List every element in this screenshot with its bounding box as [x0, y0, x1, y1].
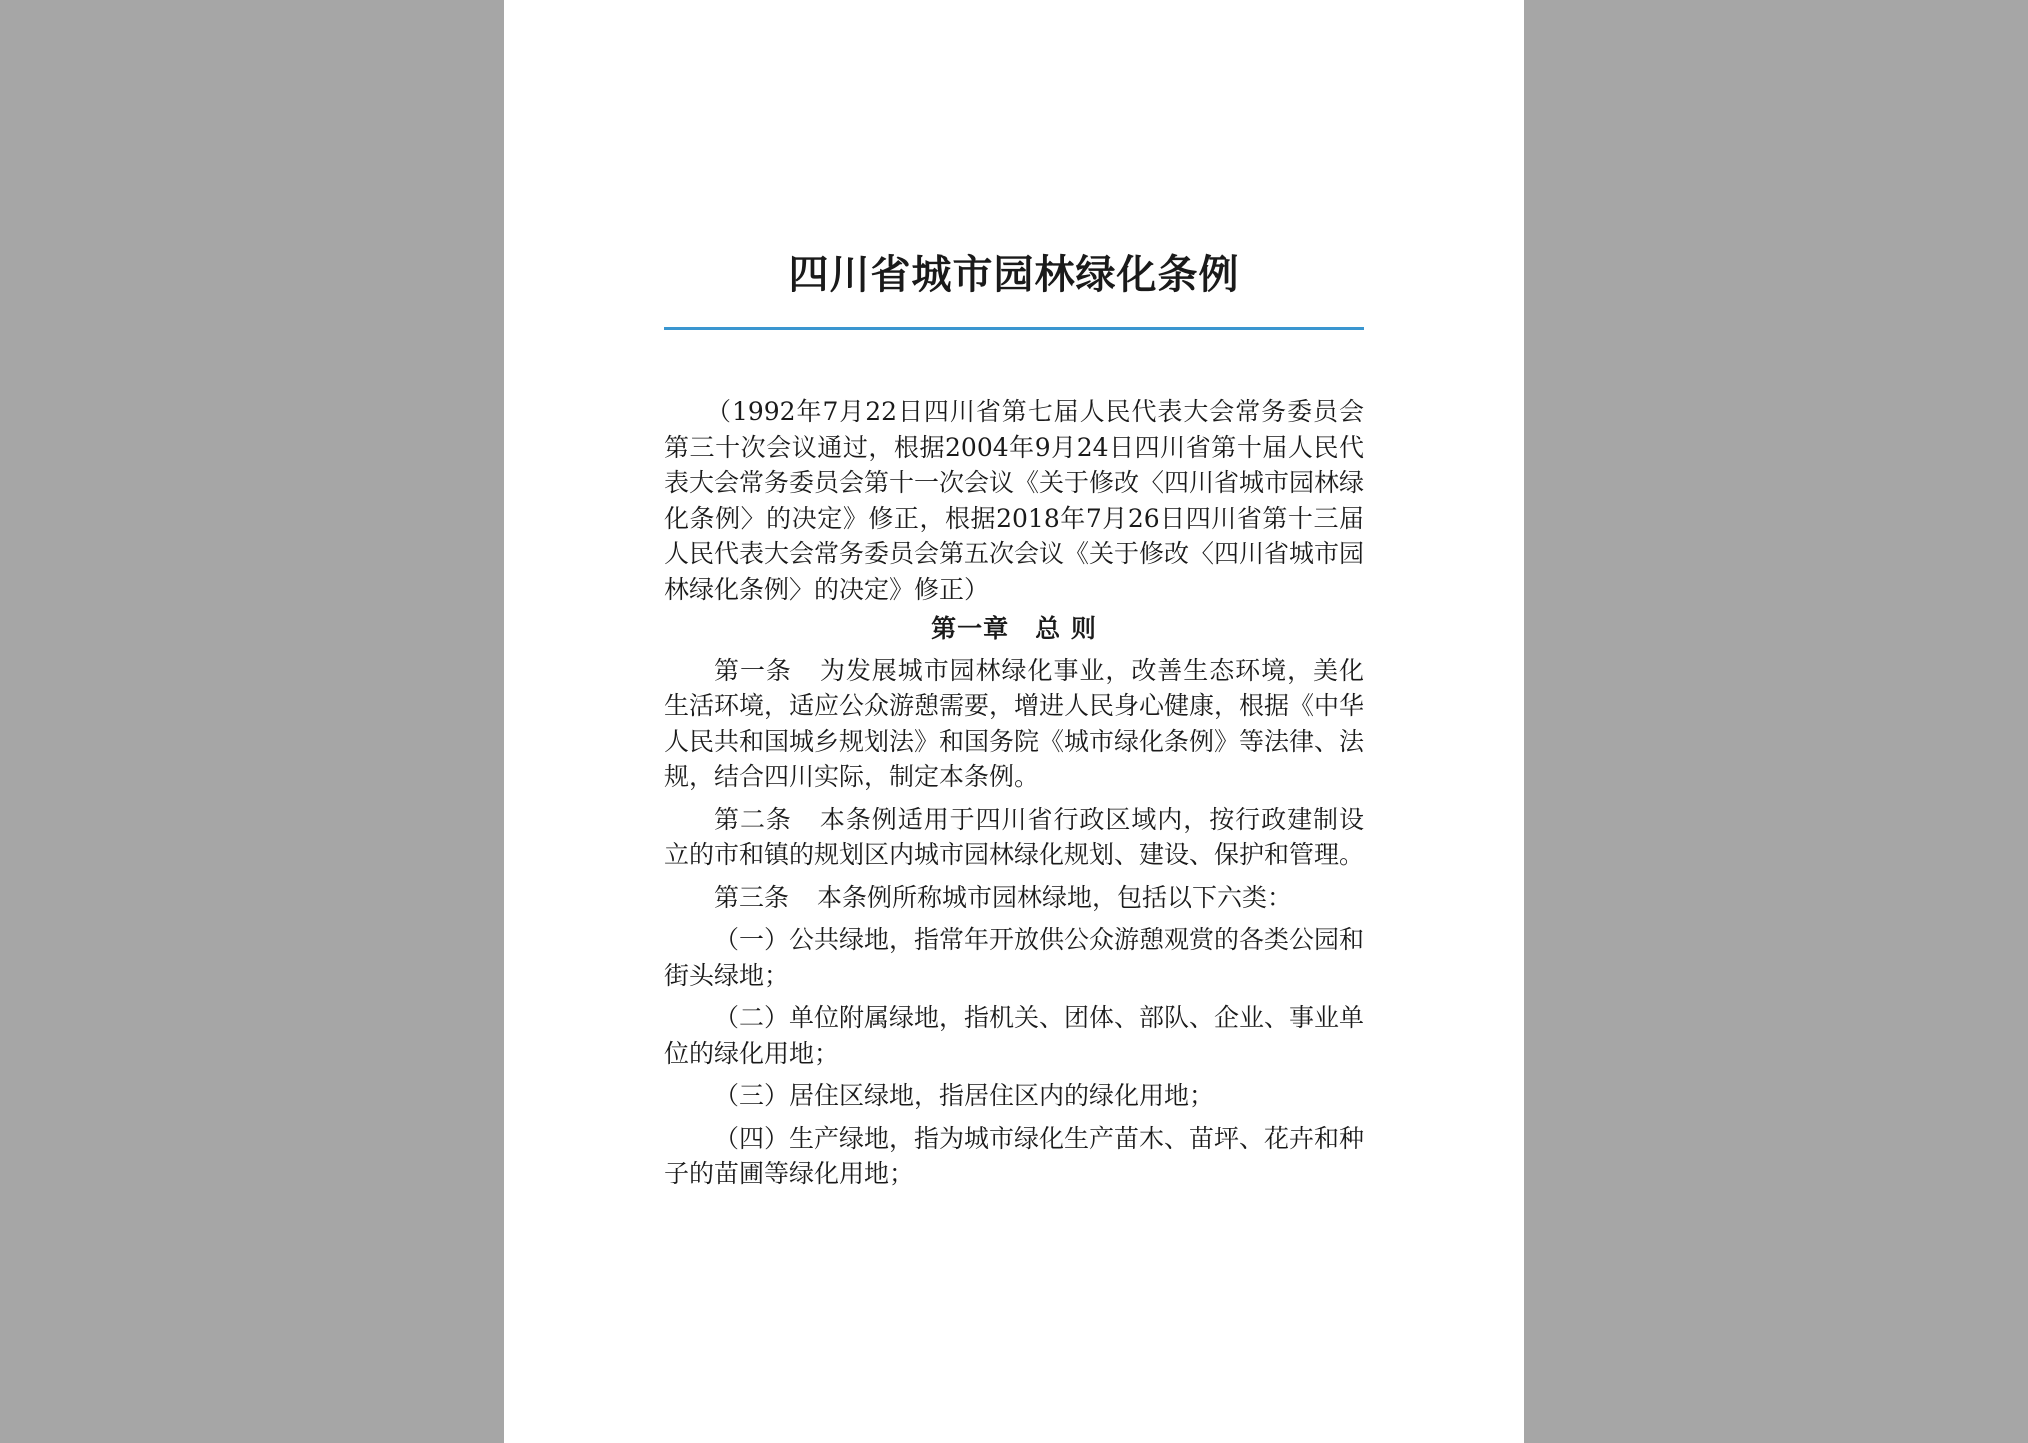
list-item: （一）公共绿地，指常年开放供公众游憩观赏的各类公园和街头绿地； [664, 925, 1365, 990]
article-number: 第三条 [714, 882, 790, 912]
article-text: 为发展城市园林绿化事业，改善生态环境，美化生活环境，适应公众游憩需要，增进人民身心健康，根据《中华人民共和国城乡规划法》和国务院《城市绿化条例》等法律、法规，结合四川实际，制定本条例。 [664, 655, 1365, 791]
article-3 [664, 880, 1364, 916]
preamble-paragraph: （1992年7月22日四川省第七届人民代表大会常务委员会第三十次会议通过，根据2004年9月24日四川省第十届人民代表大会常务委员会第十一次会议《关于修改〈四川省城市园林绿化条例〉的决定》修正，根据2018年7月26日四川省第十三届人民代表大会常务委员会第五次会议《关于修改〈四川省城市园林绿化条例〉的决定》修正） [664, 397, 1365, 604]
list-item: （三）居住区绿地，指居住区内的绿化用地； [714, 1081, 1215, 1110]
document-body [664, 394, 1364, 1199]
title-divider [664, 327, 1364, 330]
document-page [504, 0, 1524, 1443]
chapter-heading: 第一章 总 则 [931, 614, 1097, 643]
article-number: 第一条 [714, 655, 792, 685]
article-text: 本条例所称城市园林绿地，包括以下六类： [817, 882, 1293, 912]
document-title: 四川省城市园林绿化条例 [788, 252, 1240, 298]
list-item: （四）生产绿地，指为城市绿化生产苗木、苗坪、花卉和种子的苗圃等绿化用地； [664, 1123, 1365, 1188]
article-2 [664, 802, 1364, 873]
article-1 [664, 653, 1364, 795]
list-item: （二）单位附属绿地，指机关、团体、部队、企业、事业单位的绿化用地； [664, 1003, 1365, 1068]
article-number: 第二条 [714, 804, 792, 834]
article-text: 本条例适用于四川省行政区域内，按行政建制设立的市和镇的规划区内城市园林绿化规划、建设、保护和管理。 [664, 804, 1365, 869]
